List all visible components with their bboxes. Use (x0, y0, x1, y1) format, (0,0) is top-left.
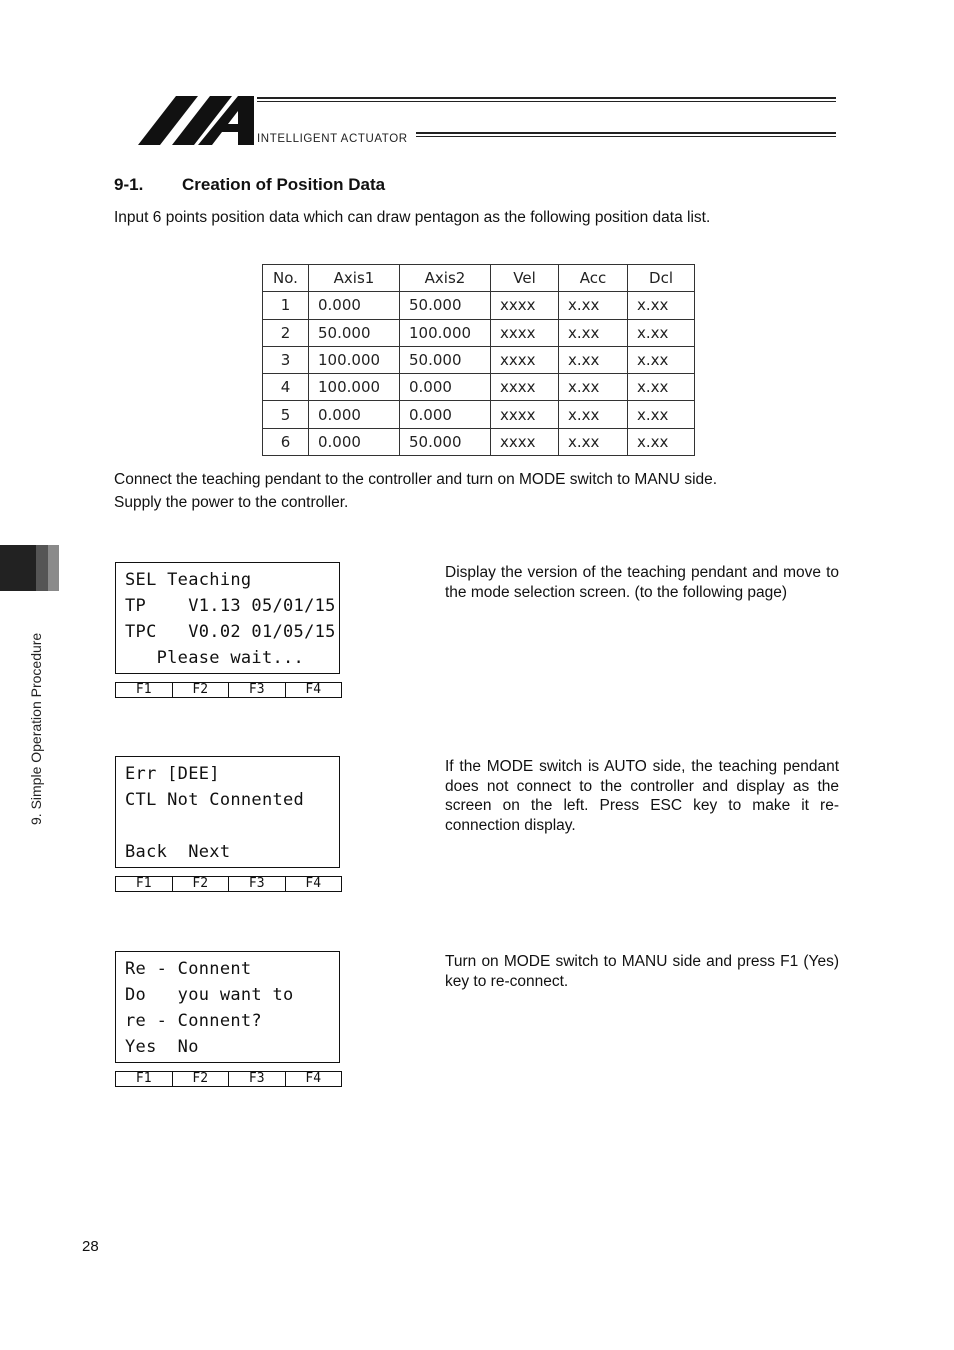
table-cell: 0.000 (309, 428, 400, 455)
header-rule-bottom-1 (416, 132, 836, 134)
f4-key[interactable]: F4 (285, 1072, 343, 1086)
header-rule-bottom-2 (416, 136, 836, 137)
table-cell: 5 (263, 401, 309, 428)
table-cell: 0.000 (309, 292, 400, 319)
screen-description: Turn on MODE switch to MANU side and press F1 (Yes) key to re-connect. (445, 953, 839, 990)
lcd-line: Please wait... (125, 648, 305, 668)
table-cell: 50.000 (309, 319, 400, 346)
lcd-line: SEL Teaching (125, 570, 252, 590)
lcd-line: Do you want to (125, 985, 294, 1005)
table-cell: 2 (263, 319, 309, 346)
header-rule-top-2 (257, 101, 836, 102)
table-cell: x.xx (628, 292, 695, 319)
column-header: Vel (491, 265, 559, 292)
column-header: No. (263, 265, 309, 292)
lcd-line: Err [DEE] (125, 764, 220, 784)
f1-key[interactable]: F1 (115, 877, 172, 891)
table-cell: xxxx (491, 428, 559, 455)
table-cell: x.xx (559, 292, 628, 319)
lcd-line: CTL Not Connented (125, 790, 305, 810)
table-row (263, 319, 695, 346)
chapter-tab-dark (0, 545, 36, 591)
lcd-line: re - Connent? (125, 1011, 262, 1031)
table-cell: 100.000 (309, 374, 400, 401)
section-heading (114, 175, 385, 195)
lcd-line (125, 813, 339, 839)
column-header: Acc (559, 265, 628, 292)
lcd-line: TP V1.13 05/01/15 (125, 596, 336, 616)
section-intro: Input 6 points position data which can draw pentagon as the following position data list. (114, 209, 711, 226)
table-cell: xxxx (491, 374, 559, 401)
table-cell: x.xx (628, 319, 695, 346)
column-header: Axis1 (309, 265, 400, 292)
chapter-tab-mid (36, 545, 48, 591)
screen-description: Display the version of the teaching pendant and move to the mode selection screen. (to the following page) (445, 564, 839, 601)
table-cell: xxxx (491, 319, 559, 346)
f3-key[interactable]: F3 (228, 1072, 285, 1086)
table-cell: 100.000 (400, 319, 491, 346)
table-cell: 0.000 (400, 401, 491, 428)
f4-key[interactable]: F4 (285, 877, 343, 891)
table-cell: 4 (263, 374, 309, 401)
function-key-row (115, 876, 342, 892)
table-row (263, 401, 695, 428)
table-cell: x.xx (559, 401, 628, 428)
table-cell: xxxx (491, 401, 559, 428)
chapter-side-label: 9. Simple Operation Procedure (28, 632, 44, 825)
table-row (263, 292, 695, 319)
table-cell: 50.000 (400, 346, 491, 373)
table-cell: x.xx (559, 428, 628, 455)
table-row (263, 346, 695, 373)
iai-logo (138, 94, 258, 146)
table-cell: 3 (263, 346, 309, 373)
screen-description: If the MODE switch is AUTO side, the teaching pendant does not connect to the controller and display as the screen on the left. Press ESC key to make it re-connection display. (445, 758, 839, 834)
table-cell: x.xx (628, 428, 695, 455)
header-rule-top-1 (257, 97, 836, 99)
lcd-screen-reconnect (115, 951, 340, 1063)
brand-text: INTELLIGENT ACTUATOR (257, 133, 408, 145)
chapter-tab-light (48, 545, 59, 591)
table-cell: x.xx (559, 346, 628, 373)
instruction-line-1: Connect the teaching pendant to the controller and turn on MODE switch to MANU side. (114, 471, 718, 488)
lcd-line: Re - Connent (125, 959, 252, 979)
table-cell: 50.000 (400, 428, 491, 455)
f2-key[interactable]: F2 (172, 877, 229, 891)
f3-key[interactable]: F3 (228, 877, 285, 891)
table-cell: xxxx (491, 292, 559, 319)
table-cell: xxxx (491, 346, 559, 373)
table-cell: 0.000 (400, 374, 491, 401)
page-number: 28 (82, 1238, 99, 1255)
table-header-row (263, 265, 695, 292)
lcd-screen-error (115, 756, 340, 868)
f1-key[interactable]: F1 (115, 683, 172, 697)
f2-key[interactable]: F2 (172, 683, 229, 697)
table-cell: 6 (263, 428, 309, 455)
instruction-line-2: Supply the power to the controller. (114, 494, 349, 511)
function-key-row (115, 1071, 342, 1087)
table-cell: x.xx (628, 401, 695, 428)
table-row (263, 428, 695, 455)
table-cell: 1 (263, 292, 309, 319)
column-header: Axis2 (400, 265, 491, 292)
table-cell: x.xx (559, 319, 628, 346)
lcd-line: Yes No (125, 1037, 199, 1057)
table-row (263, 374, 695, 401)
f3-key[interactable]: F3 (228, 683, 285, 697)
table-cell: 50.000 (400, 292, 491, 319)
function-key-row (115, 682, 342, 698)
position-data-table (262, 264, 695, 456)
section-number: 9-1. (114, 175, 144, 194)
table-cell: x.xx (559, 374, 628, 401)
f2-key[interactable]: F2 (172, 1072, 229, 1086)
lcd-screen-version (115, 562, 340, 674)
lcd-line: TPC V0.02 01/05/15 (125, 622, 336, 642)
table-cell: 0.000 (309, 401, 400, 428)
table-cell: 100.000 (309, 346, 400, 373)
lcd-line: Back Next (125, 842, 231, 862)
table-cell: x.xx (628, 346, 695, 373)
section-title: Creation of Position Data (182, 175, 386, 194)
table-cell: x.xx (628, 374, 695, 401)
f4-key[interactable]: F4 (285, 683, 343, 697)
column-header: Dcl (628, 265, 695, 292)
f1-key[interactable]: F1 (115, 1072, 172, 1086)
